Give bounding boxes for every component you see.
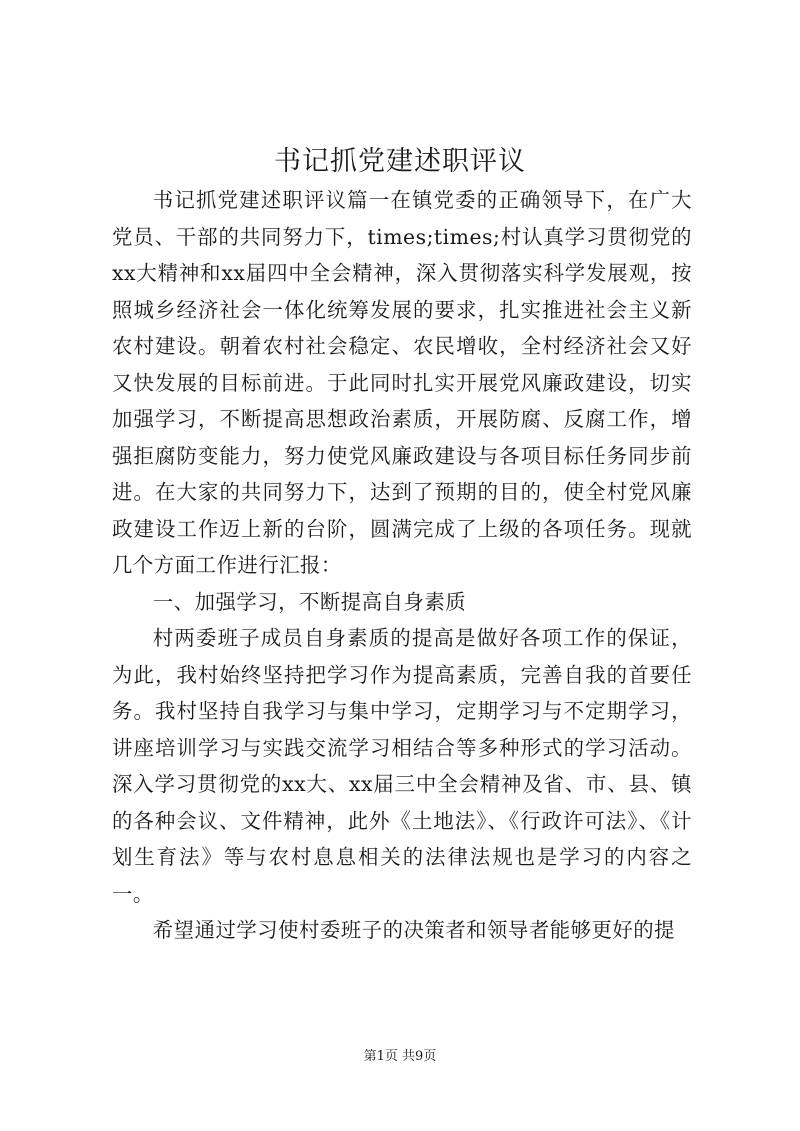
paragraph-intro: 书记抓党建述职评议篇一在镇党委的正确领导下，在广大党员、干部的共同努力下，times;times;村认真学习贯彻党的xx大精神和xx届四中全会精神，深入贯彻落实科学发展观，按照城乡经济社会一体化统筹发展的要求，扎实推进社会主义新农村建设。朝着农村社会稳定、农民增收，全村经济社会又好又快发展的目标前进。于此同时扎实开展党风廉政建设，切实加强学习，不断提高思想政治素质，开展防腐、反腐工作，增强拒腐防变能力，努力使党风廉政建设与各项目标任务同步前进。在大家的共同努力下，达到了预期的目的，使全村党风廉政建设工作迈上新的台阶，圆满完成了上级的各项任务。现就几个方面工作进行汇报： xyxy=(112,188,692,577)
document-title: 书记抓党建述职评议 xyxy=(274,146,526,177)
section-heading: 一、加强学习，不断提高自身素质 xyxy=(152,589,467,614)
document-body xyxy=(112,182,692,949)
paragraph-study: 村两委班子成员自身素质的提高是做好各项工作的保证，为此，我村始终坚持把学习作为提高素质，完善自我的首要任务。我村坚持自我学习与集中学习，定期学习与不定期学习，讲座培训学习与实践交流学习相结合等多种形式的学习活动。深入学习贯彻党的xx大、xx届三中全会精神及省、市、县、镇的各种会议、文件精神，此外《土地法》、《行政许可法》、《计划生育法》等与农村息息相关的法律法规也是学习的内容之一。 xyxy=(112,626,692,906)
page-number-footer: 第1页 共9页 xyxy=(363,1049,437,1064)
paragraph-hope: 希望通过学习使村委班子的决策者和领导者能够更好的提 xyxy=(152,918,676,942)
